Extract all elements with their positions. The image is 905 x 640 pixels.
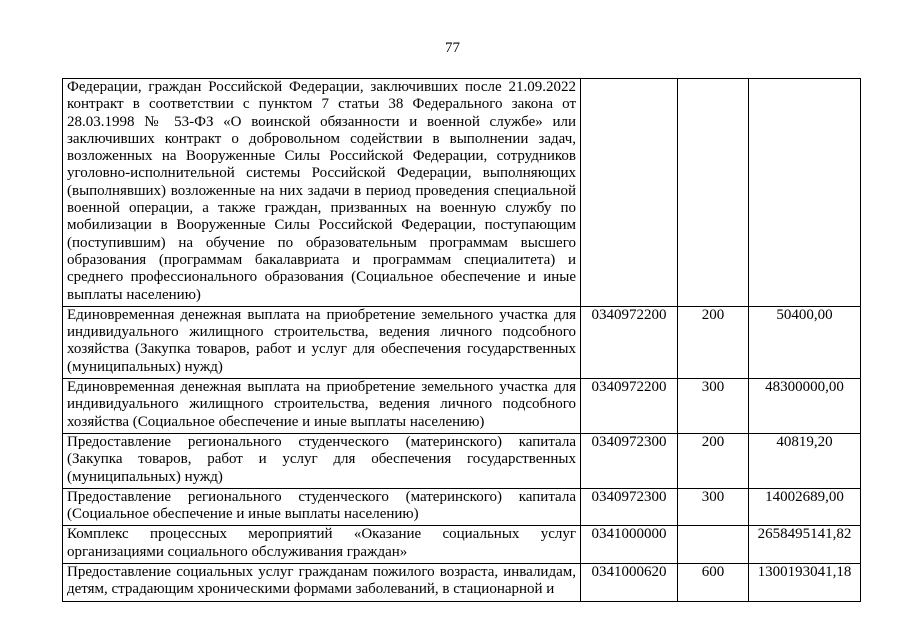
- cell-target-article-code: 0340972200: [581, 379, 678, 434]
- cell-description: Комплекс процессных мероприятий «Оказание социальных услуг организациями социального обслуживания граждан»: [63, 526, 581, 564]
- cell-description: Предоставление регионального студенческого (материнского) капитала (Закупка товаров, работ и услуг для обеспечения государственных (муниципальных) нужд): [63, 433, 581, 488]
- cell-target-article-code: 0340972200: [581, 306, 678, 378]
- cell-amount: 1300193041,18: [749, 564, 861, 602]
- cell-amount: 2658495141,82: [749, 526, 861, 564]
- table-row: [63, 564, 861, 602]
- table-row: [63, 488, 861, 526]
- cell-target-article-code: 0341000000: [581, 526, 678, 564]
- page-number: 77: [445, 40, 460, 56]
- cell-expense-type-code: 600: [678, 564, 749, 602]
- cell-amount: 50400,00: [749, 306, 861, 378]
- cell-target-article-code: 0341000620: [581, 564, 678, 602]
- cell-description: Единовременная денежная выплата на приобретение земельного участка для индивидуального жилищного строительства, ведения личного подсобного хозяйства (Закупка товаров, работ и услуг для обеспечения государственных (муниципальных) нужд): [63, 306, 581, 378]
- table-row: [63, 306, 861, 378]
- cell-description: Федерации, граждан Российской Федерации, заключивших после 21.09.2022 контракт в соответствии с пунктом 7 статьи 38 Федерального закона от 28.03.1998 № 53-ФЗ «О воинской обязанности и военной службе» или заключивших контракт о добровольном содействии в выполнении задач, возложенных на Вооруженные Силы Российской Федерации, сотрудников уголовно-исполнительной системы Российской Федерации, выполняющих (выполнявших) возложенные на них задачи в период проведения специальной военной операции, а также граждан, призванных на военную службу по мобилизации в Вооруженные Силы Российской Федерации, поступающим (поступившим) на обучение по образовательным программам высшего образования (программам бакалавриата и программам специалитета) и среднего профессионального образования (Социальное обеспечение и иные выплаты населению): [63, 79, 581, 307]
- cell-description: Предоставление регионального студенческого (материнского) капитала (Социальное обеспечение и иные выплаты населению): [63, 488, 581, 526]
- table-row: [63, 379, 861, 434]
- cell-amount: 48300000,00: [749, 379, 861, 434]
- cell-expense-type-code: 300: [678, 379, 749, 434]
- cell-target-article-code: 0340972300: [581, 433, 678, 488]
- cell-expense-type-code: 200: [678, 433, 749, 488]
- cell-target-article-code: [581, 79, 678, 307]
- table-row: [63, 433, 861, 488]
- cell-target-article-code: 0340972300: [581, 488, 678, 526]
- cell-expense-type-code: [678, 79, 749, 307]
- cell-expense-type-code: [678, 526, 749, 564]
- table-row: [63, 79, 861, 307]
- cell-amount: 14002689,00: [749, 488, 861, 526]
- cell-description: Единовременная денежная выплата на приобретение земельного участка для индивидуального жилищного строительства, ведения личного подсобного хозяйства (Социальное обеспечение и иные выплаты населению): [63, 379, 581, 434]
- cell-expense-type-code: 300: [678, 488, 749, 526]
- cell-expense-type-code: 200: [678, 306, 749, 378]
- cell-amount: [749, 79, 861, 307]
- cell-description: Предоставление социальных услуг гражданам пожилого возраста, инвалидам, детям, страдающим хроническими формами заболеваний, в стационарной и: [63, 564, 581, 602]
- cell-amount: 40819,20: [749, 433, 861, 488]
- budget-table-body: [63, 79, 861, 602]
- budget-table: [62, 78, 861, 602]
- table-row: [63, 526, 861, 564]
